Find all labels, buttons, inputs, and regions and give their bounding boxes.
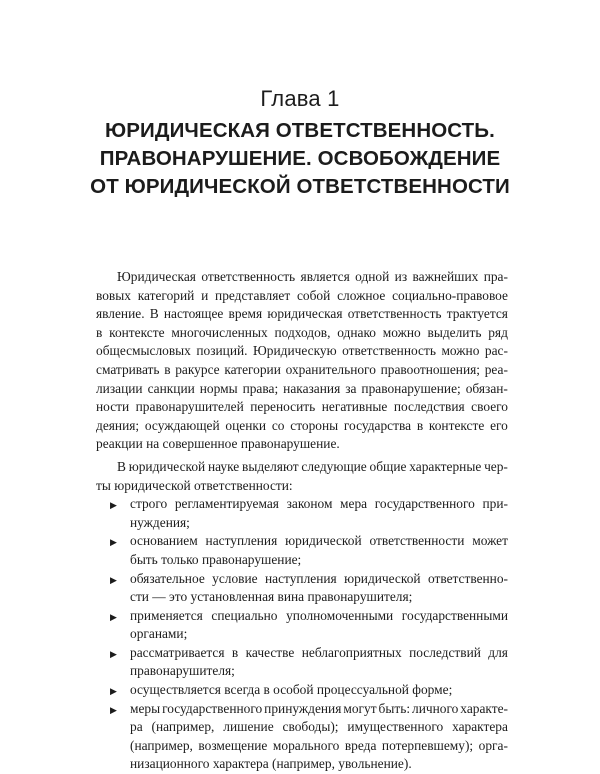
list-item (96, 681, 508, 700)
chapter-title (0, 117, 600, 201)
list-item-continuation: правонарушителя; (130, 663, 235, 679)
body-text (96, 268, 508, 774)
paragraph-line: ности правонарушителей переносить негативные последствия своего (96, 399, 508, 415)
paragraph-line: В юридической науке выделяют следующие общие характерные чер- (117, 458, 508, 474)
list-item-text: применяется специально уполномоченными государственными (130, 607, 508, 623)
bullet-arrow-icon: ▶ (110, 611, 117, 622)
list-item-continuation: сти — это установленная вина правонарушителя; (130, 589, 413, 605)
list-item-text: обязательное условие наступления юридической ответственно- (130, 570, 508, 586)
list-item-continuation: органами; (130, 626, 188, 642)
paragraph-line: реакции на совершенное правонарушение. (96, 436, 340, 452)
list-item-text: меры государственного принуждения могут быть: личного характе- (130, 700, 508, 716)
list-item-continuation: ра (например, лишение свободы); имущественного характера (130, 719, 508, 735)
list-item (96, 532, 508, 551)
list-item (96, 644, 508, 663)
list-item (96, 700, 508, 719)
bullet-arrow-icon: ▶ (110, 686, 117, 697)
list-item (96, 570, 508, 589)
list-item (96, 607, 508, 626)
list-item-continuation: (например, возмещение морального вреда потерпевшему); орга- (130, 737, 508, 753)
paragraph-line: сматривать в ракурсе категории охранительного правоотношения; реа- (96, 361, 508, 377)
list-item-continuation: быть только правонарушение; (130, 551, 302, 567)
paragraph-line: общесмысловых позиций. Юридическую ответственность можно рас- (96, 343, 508, 359)
bullet-arrow-icon: ▶ (110, 574, 117, 585)
chapter-label: Глава 1 (260, 86, 340, 111)
list-item-continuation: нуждения; (130, 514, 190, 530)
bullet-arrow-icon: ▶ (110, 704, 117, 715)
chapter-title-line: ОТ ЮРИДИЧЕСКОЙ ОТВЕТСТВЕННОСТИ (90, 175, 510, 198)
list-item-text: рассматривается в качестве неблагоприятных последствий для (130, 644, 508, 660)
bullet-arrow-icon: ▶ (110, 648, 117, 659)
paragraph-line: лизации санкции нормы права; наказания за правонарушение; обязан- (96, 380, 508, 396)
paragraph-line: явление. В настоящее время юридическая ответственность трактуется (96, 306, 508, 322)
paragraph-line: ты юридической ответственности: (96, 477, 293, 493)
chapter-title-line: ПРАВОНАРУШЕНИЕ. ОСВОБОЖДЕНИЕ (99, 147, 501, 170)
chapter-title-line: ЮРИДИЧЕСКАЯ ОТВЕТСТВЕННОСТЬ. (105, 119, 495, 142)
list-item (96, 495, 508, 514)
paragraph-line: в контексте многочисленных подходов, однако можно выделить ряд (96, 324, 508, 340)
paragraph-line: Юридическая ответственность является одной из важнейших пра- (117, 269, 508, 284)
paragraph-line: деяния; осуждающей оценки со стороны государства в контексте его (96, 417, 508, 433)
paragraph-line: вовых категорий и представляет собой сложное социально-правовое (96, 287, 508, 303)
list-item-text: осуществляется всегда в особой процессуальной форме; (130, 682, 453, 698)
bullet-arrow-icon: ▶ (110, 500, 117, 511)
bullet-arrow-icon: ▶ (110, 537, 117, 548)
list-item-continuation: низационного характера (например, увольнение). (130, 756, 412, 772)
list-item-text: строго регламентируемая законом мера государственного при- (130, 496, 508, 512)
list-item-text: основанием наступления юридической ответственности может (130, 533, 508, 549)
